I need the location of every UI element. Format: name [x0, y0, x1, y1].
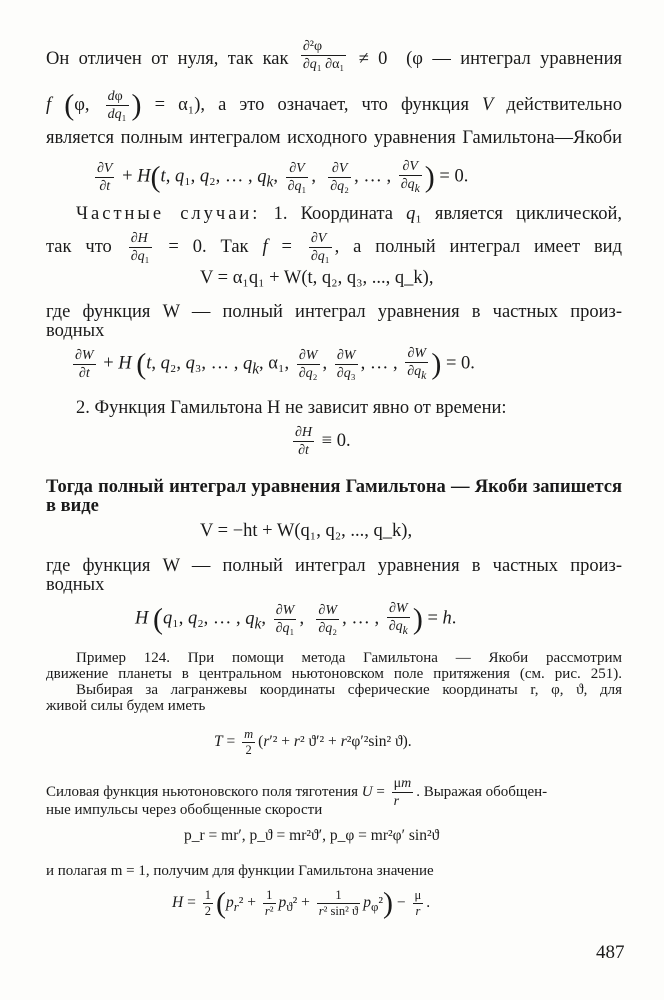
equation-v-conservative: V = −ht + W(q₁, q₂, ..., q_k),	[200, 521, 413, 541]
text-line: движение планеты в центральном ньютоновском поле притяжения (см. рис. 251).	[46, 666, 622, 682]
equation-momenta: p_r = mr′, p_ϑ = mr²ϑ′, p_φ = mr²φ′ sin²ϑ	[184, 827, 440, 844]
equation-w-cyclic: $\frac{\partial W}{\partial t}$ + H (t, q₂, q₃, … , $q_k$, α₁, $\frac{\partial W}{\text{∂q₂}}$ , $\frac{\partial W}{\text{∂q₃}}$ , … , $\frac{\partial W}{\partial q_k}$ ) = 0.	[75, 346, 475, 382]
equation-w-conservative: H (q₁, q₂, … , $q_k$, $\frac{\partial W}{\text{∂q₁}}$ , $\frac{\partial W}{\text{∂q₂}}$ , … , $\frac{\partial W}{\partial q_k}$ ) = h.	[135, 601, 457, 637]
text-line: Частные случаи: 1. Координата q₁ является циклической,	[76, 204, 622, 224]
text-line: Тогда полный интеграл уравнения Гамильтона — Якоби запишется	[46, 477, 622, 497]
equation-v-cyclic: V = α₁q₁ + W(t, q₂, q₃, ..., q_k),	[200, 268, 434, 288]
text-line: в виде	[46, 496, 99, 516]
text-line: Силовая функция ньютоновского поля тяготения U = $\frac{\mu m}{r}$ . Выражая обобщен-	[46, 776, 548, 809]
text-line: и полагая m = 1, получим для функции Гамильтона значение	[46, 863, 434, 879]
text-line: является полным интегралом исходного уравнения Гамильтона—Якоби	[46, 128, 622, 148]
text-line: водных	[46, 575, 105, 595]
text-line: Он отличен от нуля, так как $\frac{\text{∂²φ}}{\text{∂q₁ ∂α₁}}$ ≠ 0 (φ — интеграл уравнения	[46, 39, 622, 72]
page-number: 487	[596, 942, 625, 963]
text-line: водных	[46, 321, 105, 341]
equation-dh-dt: $\frac{\partial H}{\partial t}$ ≡ 0.	[295, 425, 351, 458]
text-line: где функция W — полный интеграл уравнения в частных произ-	[46, 302, 622, 322]
equation-hamiltonian: H = $\frac{1}{2}$ ($p_r^2$ + $\frac{1}{\text{r²}}$ $p_ϑ^2$ + $\frac{1}{\text{r² sin² ϑ}}$ $p_\varphi^2$) − $\frac{\mu}{r}$ .	[172, 886, 431, 920]
text-line: так что $\frac{\partial H}{\text{∂q₁}}$ = 0. Так f = $\frac{\partial V}{\text{∂q₁}}$ , а полный интеграл имеет вид	[46, 231, 622, 264]
text-line: ные импульсы через обобщенные скорости	[46, 802, 323, 818]
text-line: где функция W — полный интеграл уравнения в частных произ-	[46, 556, 622, 576]
text-line: живой силы будем иметь	[46, 698, 206, 714]
equation-kinetic-energy: T = $\frac{m}{2}$ (r′² + r² ϑ′² + r²φ′²sin² ϑ).	[214, 727, 412, 757]
equation-hj-full: $\frac{\partial V}{\partial t}$ + H(t, q₁, q₂, … , $q_k$, $\frac{\partial V}{\text{∂q₁}}$ , $\frac{\partial V}{\text{∂q₂}}$ , … , $\frac{\partial V}{\partial q_k}$ ) = 0.	[97, 159, 469, 195]
text-line: 2. Функция Гамильтона H не зависит явно от времени:	[76, 398, 507, 418]
text-line: f (φ, $\frac{d\varphi}{\text{dq₁}}$ ) = α₁), а это означает, что функция V действительно	[46, 88, 623, 122]
text-line: Пример 124. При помощи метода Гамильтона — Якоби рассмотрим	[76, 650, 622, 666]
text-line: Выбирая за лагранжевы координаты сферические координаты r, φ, ϑ, для	[76, 682, 622, 698]
